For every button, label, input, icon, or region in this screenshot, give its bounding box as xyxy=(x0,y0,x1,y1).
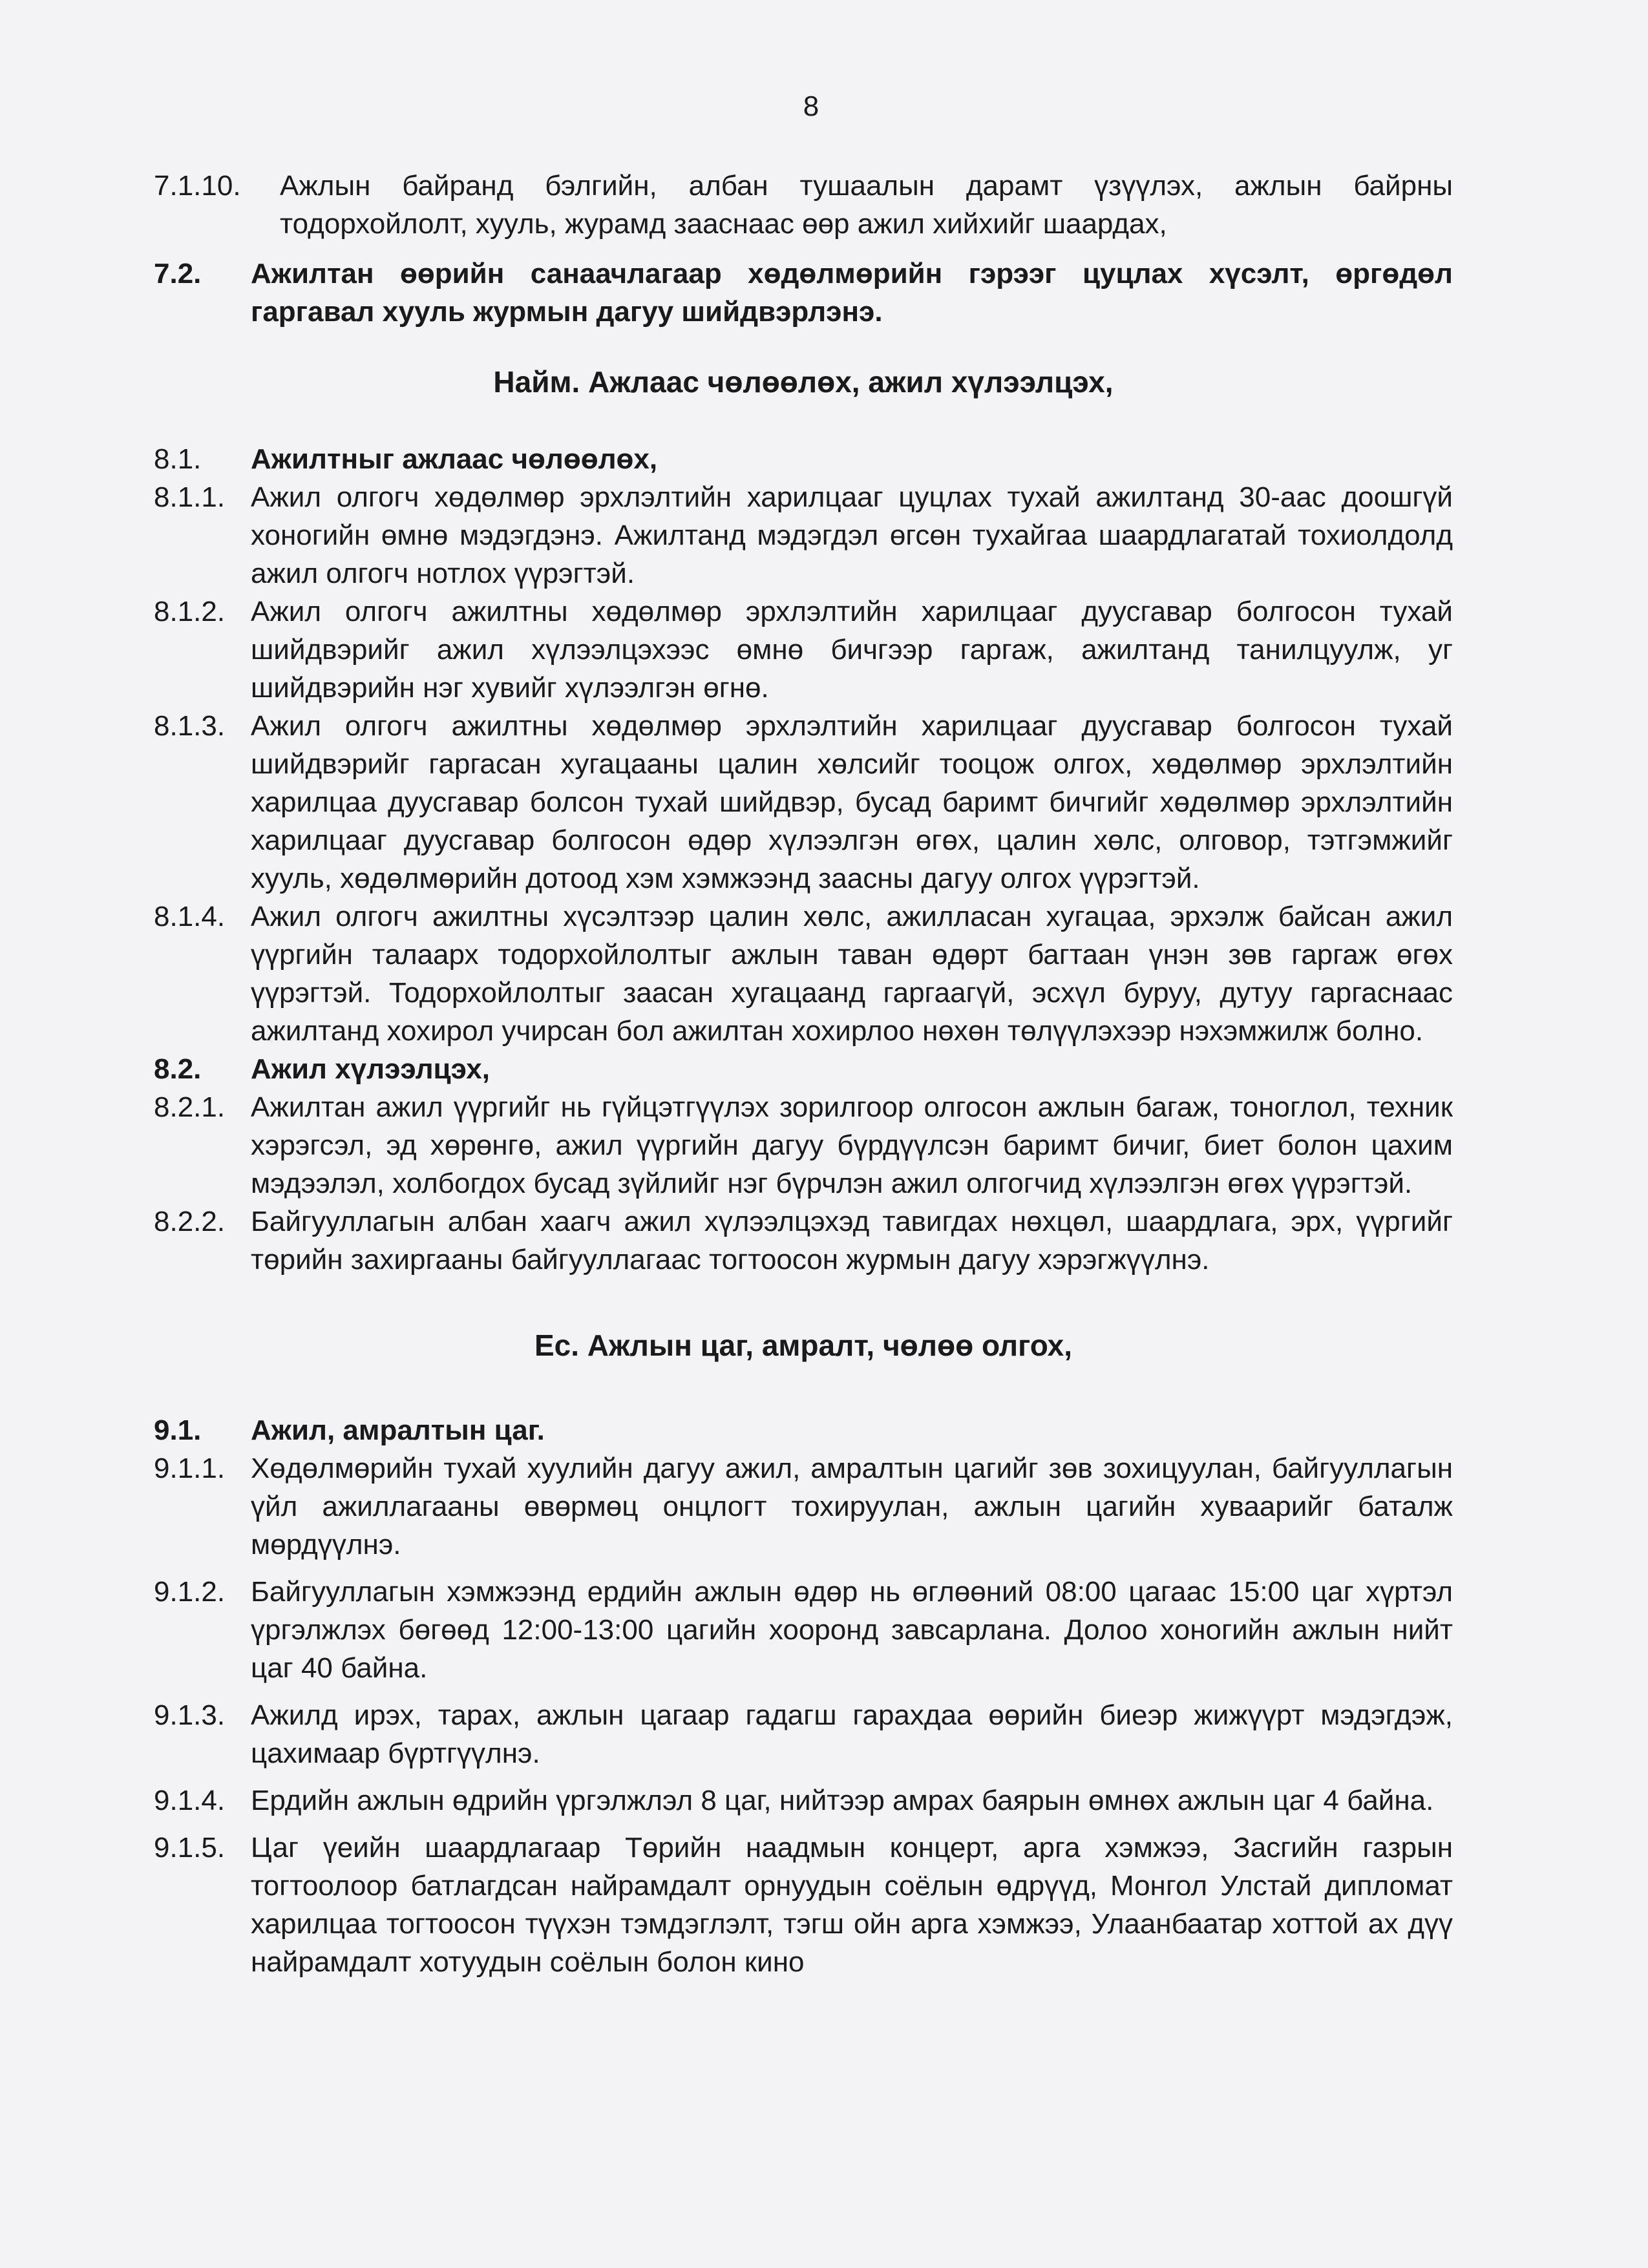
list-item-9-1 xyxy=(154,1411,1453,1449)
item-text: Ажил олгогч ажилтны хөдөлмөр эрхлэлтийн харилцааг дуусгавар болгосон тухай шийдвэрийг гаргасан хугацааны цалин хөлсийг тооцож олгох, хөдөлмөр эрхлэлтийн харилцаа дуусгавар болсон тухай шийдвэр, бусад баримт бичгийг хөдөлмөр эрхлэлтийн харилцааг дуусгавар болгосон өдөр хүлээлгэн өгөх, цалин хөлс, олговор, тэтгэмжийг хууль, хөдөлмөрийн дотоод хэм хэмжээнд заасны дагуу олгох үүрэгтэй. xyxy=(251,710,1453,894)
item-number: 7.2. xyxy=(154,258,202,289)
item-number: 8.1.2. xyxy=(154,596,226,627)
item-number: 9.1.4. xyxy=(154,1785,226,1816)
page-number: 8 xyxy=(803,90,819,122)
list-item-7-1-10 xyxy=(154,167,1453,243)
item-text: Хөдөлмөрийн тухай хуулийн дагуу ажил, амралтын цагийг зөв зохицуулан, байгууллагын үйл ажиллагааны өвөрмөц онцлогт тохируулан, ажлын цагийн хуваарийг баталж мөрдүүлнэ. xyxy=(251,1453,1453,1560)
section-heading-8: Найм. Ажлаас чөлөөлөх, ажил хүлээлцэх, xyxy=(493,365,1114,399)
item-text: Ажил хүлээлцэх, xyxy=(251,1053,491,1085)
item-number: 8.1.1. xyxy=(154,481,226,513)
list-item-8-1-2 xyxy=(154,593,1453,707)
item-number: 8.1.4. xyxy=(154,901,226,932)
list-item-8-1 xyxy=(154,440,1453,478)
list-item-9-1-2 xyxy=(154,1573,1453,1687)
list-item-8-2 xyxy=(154,1050,1453,1088)
item-text: Ажилтныг ажлаас чөлөөлөх, xyxy=(251,443,658,475)
item-text: Ажилд ирэх, тарах, ажлын цагаар гадагш гарахдаа өөрийн биеэр жижүүрт мэдэгдэж, цахимаар бүртгүүлнэ. xyxy=(251,1699,1453,1769)
list-item-8-2-2 xyxy=(154,1202,1453,1279)
item-number: 8.1. xyxy=(154,443,202,475)
item-text: Ажил, амралтын цаг. xyxy=(251,1414,545,1446)
item-text: Ажил олгогч ажилтны хөдөлмөр эрхлэлтийн харилцааг дуусгавар болгосон тухай шийдвэрийг ажил хүлээлцэхээс өмнө бичгээр гаргаж, ажилтанд танилцуулж, уг шийдвэрийн нэг хувийг хүлээлгэн өгнө. xyxy=(251,596,1453,704)
list-item-8-1-1 xyxy=(154,478,1453,593)
document-body xyxy=(154,167,1453,1981)
list-item-9-1-4 xyxy=(154,1781,1453,1820)
item-number: 8.2.2. xyxy=(154,1206,226,1237)
item-number: 9.1.1. xyxy=(154,1453,226,1484)
item-text: Ажилтан ажил үүргийг нь гүйцэтгүүлэх зорилгоор олгосон ажлын багаж, тоноглол, техник хэрэгсэл, эд хөрөнгө, ажил үүргийн дагуу бүрдүүлсэн баримт бичиг, биет болон цахим мэдээлэл, холбогдох бусад зүйлийг нэг бүрчлэн ажил олгогчид хүлээлгэн өгөх үүрэгтэй. xyxy=(251,1091,1453,1199)
item-number: 7.1.10. xyxy=(154,170,241,202)
item-text: Цаг үеийн шаардлагаар Төрийн наадмын концерт, арга хэмжээ, Засгийн газрын тогтоолоор батлагдсан найрамдалт орнуудын соёлын өдрүүд, Монгол Улстай дипломат харилцаа тогтоосон түүхэн тэмдэглэлт, тэгш ойн арга хэмжээ, Улаанбаатар хоттой ах дүү найрамдалт хотуудын соёлын болон кино xyxy=(251,1832,1453,1978)
item-number: 8.2. xyxy=(154,1053,202,1085)
item-text: Ажил олгогч хөдөлмөр эрхлэлтийн харилцааг цуцлах тухай ажилтанд 30-аас доошгүй хоногийн өмнө мэдэгдэнэ. Ажилтанд мэдэгдэл өгсөн тухайгаа шаардлагатай тохиолдолд ажил олгогч нотлох үүрэгтэй. xyxy=(251,481,1453,589)
item-text: Ажлын байранд бэлгийн, албан тушаалын дарамт үзүүлэх, ажлын байрны тодорхойлолт, хууль, журамд зааснаас өөр ажил хийхийг шаардах, xyxy=(280,170,1453,240)
list-item-9-1-3 xyxy=(154,1696,1453,1772)
item-number: 9.1.2. xyxy=(154,1576,226,1608)
list-item-8-1-3 xyxy=(154,707,1453,898)
list-item-9-1-5 xyxy=(154,1829,1453,1981)
item-text: Байгууллагын хэмжээнд ердийн ажлын өдөр нь өглөөний 08:00 цагаас 15:00 цаг хүртэл үргэлжлэх бөгөөд 12:00-13:00 цагийн хооронд завсарлана. Долоо хоногийн ажлын нийт цаг 40 байна. xyxy=(251,1576,1453,1684)
item-text: Ажилтан өөрийн санаачлагаар хөдөлмөрийн гэрээг цуцлах хүсэлт, өргөдөл гаргавал хууль журмын дагуу шийдвэрлэнэ. xyxy=(251,258,1453,328)
item-number: 9.1.5. xyxy=(154,1832,226,1864)
list-item-8-2-1 xyxy=(154,1088,1453,1202)
item-text: Ердийн ажлын өдрийн үргэлжлэл 8 цаг, нийтээр амрах баярын өмнөх ажлын цаг 4 байна. xyxy=(251,1785,1434,1816)
item-number: 9.1.3. xyxy=(154,1699,226,1731)
item-text: Ажил олгогч ажилтны хүсэлтээр цалин хөлс, ажилласан хугацаа, эрхэлж байсан ажил үүргийн талаарх тодорхойлолтыг ажлын таван өдөрт багтаан үнэн зөв гаргаж өгөх үүрэгтэй. Тодорхойлолтыг заасан хугацаанд гаргаагүй, эсхүл буруу, дутуу гаргаснаас ажилтанд хохирол учирсан бол ажилтан хохирлоо нөхөн төлүүлэхээр нэхэмжилж болно. xyxy=(251,901,1453,1047)
item-text: Байгууллагын албан хаагч ажил хүлээлцэхэд тавигдах нөхцөл, шаардлага, эрх, үүргийг төрийн захиргааны байгууллагаас тогтоосон журмын дагуу хэрэгжүүлнэ. xyxy=(251,1206,1453,1276)
list-item-7-2 xyxy=(154,255,1453,331)
section-heading-9: Ес. Ажлын цаг, амралт, чөлөө олгох, xyxy=(534,1328,1073,1362)
item-number: 9.1. xyxy=(154,1414,202,1446)
item-number: 8.1.3. xyxy=(154,710,226,742)
item-number: 8.2.1. xyxy=(154,1091,226,1123)
list-item-9-1-1 xyxy=(154,1449,1453,1564)
list-item-8-1-4 xyxy=(154,898,1453,1050)
